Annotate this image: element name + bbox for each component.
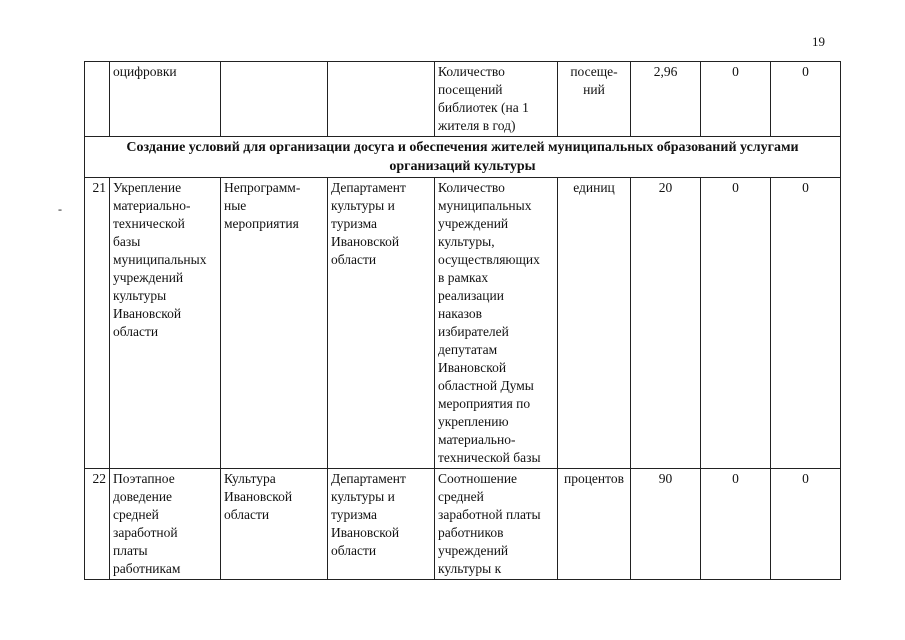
row-name: Укрепление материально- технической базы муниципальных учреждений культуры Ивановской области <box>110 178 221 469</box>
row-index: 21 <box>85 178 110 469</box>
page-number: 19 <box>812 34 825 49</box>
table-row <box>85 62 841 137</box>
row-program: Непрограмм- ные мероприятия <box>221 178 328 469</box>
row-value-2: 0 <box>701 62 771 137</box>
row-value-2: 0 <box>701 469 771 580</box>
row-name: оцифровки <box>110 62 221 137</box>
row-indicator: Количество посещений библиотек (на 1 жителя в год) <box>435 62 558 137</box>
row-value-3: 0 <box>771 62 841 137</box>
row-executor <box>328 62 435 137</box>
row-value-1: 2,96 <box>631 62 701 137</box>
row-indicator: Соотношение средней заработной платы работников учреждений культуры к <box>435 469 558 580</box>
row-executor: Департамент культуры и туризма Ивановской области <box>328 178 435 469</box>
row-program <box>221 62 328 137</box>
row-name: Поэтапное доведение средней заработной платы работникам <box>110 469 221 580</box>
section-row <box>85 137 841 178</box>
table-row <box>85 178 841 469</box>
row-value-2: 0 <box>701 178 771 469</box>
row-program: Культура Ивановской области <box>221 469 328 580</box>
row-executor: Департамент культуры и туризма Ивановской области <box>328 469 435 580</box>
margin-mark: - <box>58 202 62 216</box>
row-unit: процентов <box>558 469 631 580</box>
row-value-1: 20 <box>631 178 701 469</box>
row-index: 22 <box>85 469 110 580</box>
indicators-table <box>84 61 841 580</box>
row-value-1: 90 <box>631 469 701 580</box>
row-unit: единиц <box>558 178 631 469</box>
table-row <box>85 469 841 580</box>
row-value-3: 0 <box>771 469 841 580</box>
row-index <box>85 62 110 137</box>
row-value-3: 0 <box>771 178 841 469</box>
row-unit: посеще- ний <box>558 62 631 137</box>
row-indicator: Количество муниципальных учреждений культуры, осуществляющих в рамках реализации наказов избирателей депутатам Ивановской областной Думы мероприятия по укреплению материально- технической базы <box>435 178 558 469</box>
section-title: Создание условий для организации досуга и обеспечения жителей муниципальных образований услугами организаций культуры <box>85 137 841 178</box>
